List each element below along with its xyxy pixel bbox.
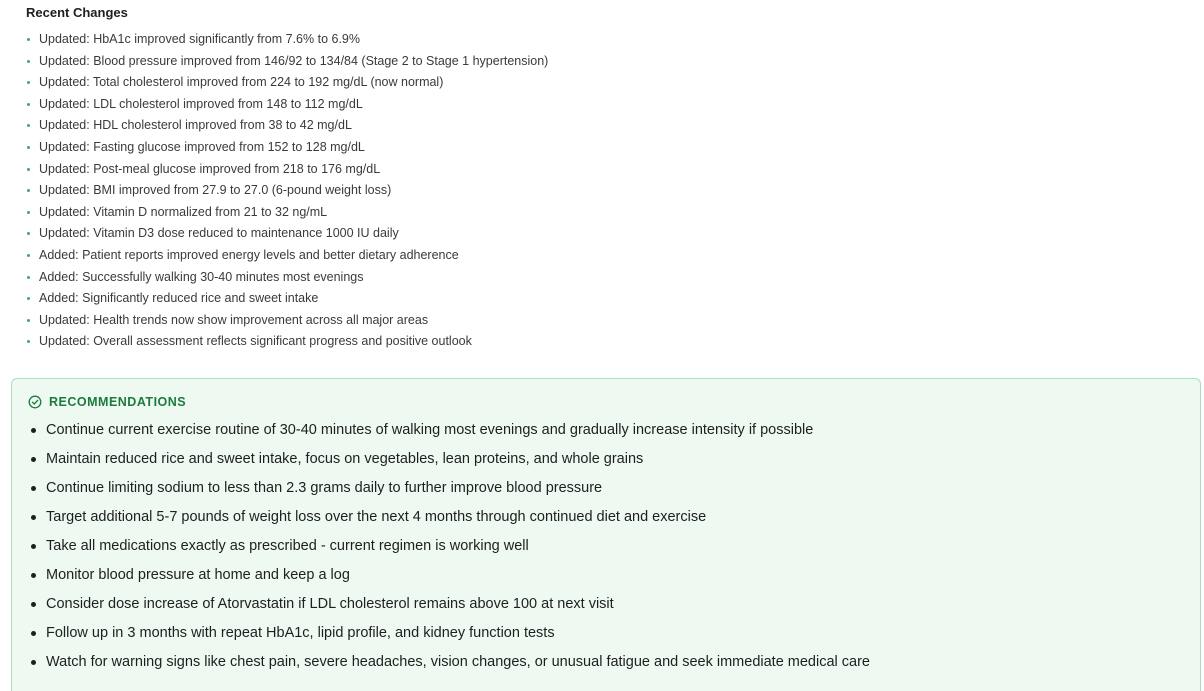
list-item — [26, 310, 1176, 332]
recommendations-title: RECOMMENDATIONS — [49, 395, 187, 409]
list-item — [28, 419, 870, 448]
list-item — [26, 180, 1176, 202]
list-item — [26, 288, 1176, 310]
list-item — [26, 137, 1176, 159]
bullet-dot-icon — [27, 81, 30, 84]
recommendation-text: Target additional 5-7 pounds of weight loss over the next 4 months through continued diet and exercise — [46, 509, 707, 525]
list-item — [26, 115, 1176, 137]
check-circle-icon — [28, 395, 42, 409]
bullet-dot-icon — [27, 232, 30, 235]
bullet-icon — [31, 544, 36, 549]
recommendation-text: Take all medications exactly as prescribed - current regimen is working well — [46, 538, 529, 554]
change-text: Updated: LDL cholesterol improved from 148 to 112 mg/dL — [39, 96, 363, 111]
recommendations-header — [28, 393, 186, 411]
bullet-icon — [31, 660, 36, 665]
bullet-dot-icon — [27, 211, 30, 214]
recent-changes-section — [26, 4, 1176, 353]
change-text: Updated: Vitamin D normalized from 21 to 32 ng/mL — [39, 204, 328, 219]
recommendation-text: Consider dose increase of Atorvastatin if LDL cholesterol remains above 100 at next visit — [46, 596, 614, 612]
recent-changes-list — [26, 29, 1176, 353]
change-text: Updated: Blood pressure improved from 146/92 to 134/84 (Stage 2 to Stage 1 hypertension) — [39, 53, 549, 68]
bullet-dot-icon — [27, 297, 30, 300]
change-text: Added: Significantly reduced rice and sweet intake — [39, 291, 319, 306]
bullet-dot-icon — [27, 146, 30, 149]
list-item — [26, 29, 1176, 51]
change-text: Updated: Post-meal glucose improved from 218 to 176 mg/dL — [39, 161, 381, 176]
bullet-icon — [31, 573, 36, 578]
list-item — [28, 535, 870, 564]
recommendation-text: Monitor blood pressure at home and keep a log — [46, 567, 350, 583]
recommendation-text: Continue limiting sodium to less than 2.3 grams daily to further improve blood pressure — [46, 480, 603, 496]
recommendation-text: Watch for warning signs like chest pain, severe headaches, vision changes, or unusual fatigue and seek immediate medical care — [46, 654, 870, 670]
list-item — [26, 223, 1176, 245]
list-item — [28, 651, 870, 680]
bullet-dot-icon — [27, 168, 30, 171]
recent-changes-title: Recent Changes — [26, 5, 128, 20]
list-item — [28, 593, 870, 622]
change-text: Added: Patient reports improved energy levels and better dietary adherence — [39, 247, 459, 262]
list-item — [26, 267, 1176, 289]
recommendation-text: Follow up in 3 months with repeat HbA1c, lipid profile, and kidney function tests — [46, 625, 555, 641]
recommendation-text: Maintain reduced rice and sweet intake, focus on vegetables, lean proteins, and whole grains — [46, 451, 644, 467]
list-item — [26, 94, 1176, 116]
bullet-dot-icon — [27, 319, 30, 322]
bullet-icon — [31, 602, 36, 607]
change-text: Updated: Overall assessment reflects significant progress and positive outlook — [39, 334, 472, 349]
recommendations-panel — [11, 378, 1201, 691]
bullet-icon — [31, 631, 36, 636]
list-item — [26, 245, 1176, 267]
list-item — [26, 202, 1176, 224]
list-item — [28, 477, 870, 506]
bullet-dot-icon — [27, 38, 30, 41]
bullet-dot-icon — [27, 254, 30, 257]
change-text: Updated: HbA1c improved significantly from 7.6% to 6.9% — [39, 32, 360, 46]
list-item — [26, 51, 1176, 73]
change-text: Updated: Total cholesterol improved from 224 to 192 mg/dL (now normal) — [39, 75, 444, 90]
list-item — [28, 506, 870, 535]
change-text: Updated: Health trends now show improvement across all major areas — [39, 312, 429, 327]
bullet-dot-icon — [27, 60, 30, 63]
bullet-dot-icon — [27, 340, 30, 343]
bullet-dot-icon — [27, 276, 30, 279]
change-text: Updated: HDL cholesterol improved from 38 to 42 mg/dL — [39, 118, 352, 133]
bullet-dot-icon — [27, 124, 30, 127]
list-item — [26, 331, 1176, 353]
list-item — [28, 622, 870, 651]
change-text: Updated: Fasting glucose improved from 152 to 128 mg/dL — [39, 139, 365, 154]
change-text: Updated: Vitamin D3 dose reduced to maintenance 1000 IU daily — [39, 226, 399, 241]
bullet-icon — [31, 515, 36, 520]
recommendation-text: Continue current exercise routine of 30-40 minutes of walking most evenings and gradually increase intensity if possible — [46, 422, 814, 438]
list-item — [26, 72, 1176, 94]
bullet-dot-icon — [27, 189, 30, 192]
change-text: Updated: BMI improved from 27.9 to 27.0 (6-pound weight loss) — [39, 183, 392, 198]
change-text: Added: Successfully walking 30-40 minutes most evenings — [39, 269, 364, 284]
bullet-icon — [31, 486, 36, 491]
list-item — [26, 159, 1176, 181]
bullet-dot-icon — [27, 103, 30, 106]
bullet-icon — [31, 428, 36, 433]
list-item — [28, 564, 870, 593]
bullet-icon — [31, 457, 36, 462]
recommendations-list — [28, 419, 870, 680]
list-item — [28, 448, 870, 477]
